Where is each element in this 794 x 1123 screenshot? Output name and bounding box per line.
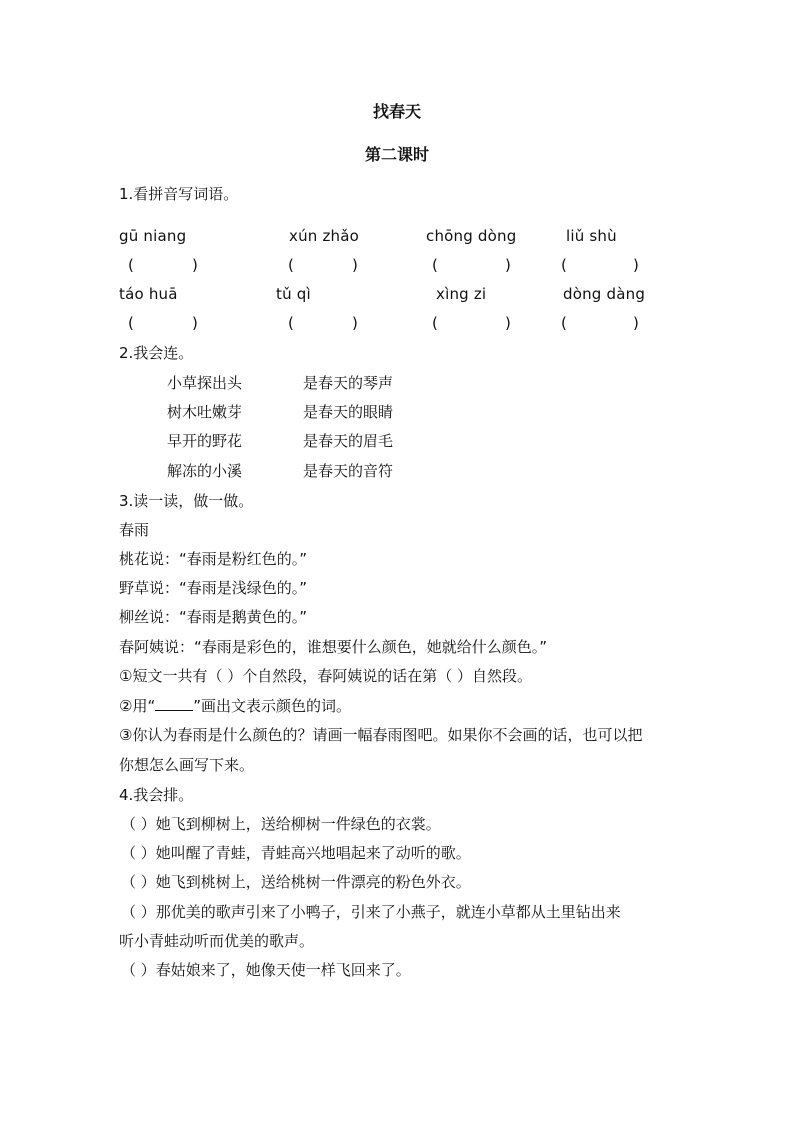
task-1: ①短文一共有（ ）个自然段，春阿姨说的话在第（ ）自然段。 <box>119 667 532 685</box>
match-left-item: 树木吐嫩芽 <box>167 403 243 421</box>
answer-blank-close: ) <box>633 314 639 332</box>
match-right-item: 是春天的眉毛 <box>303 432 394 450</box>
answer-blank-open: ( <box>561 256 567 274</box>
q4-heading: 4.我会排。 <box>119 786 194 804</box>
task-2 <box>119 698 351 714</box>
underline-sample <box>155 698 193 711</box>
pinyin-item: gū niang <box>119 227 187 245</box>
page-subtitle: 第二课时 <box>364 145 429 164</box>
pinyin-item: xún zhǎo <box>289 227 360 245</box>
q3-heading: 3.读一读，做一做。 <box>119 492 254 510</box>
answer-blank-close: ) <box>192 256 198 274</box>
answer-blank-close: ) <box>352 256 358 274</box>
match-right-item: 是春天的琴声 <box>303 374 394 392</box>
answer-blank-close: ) <box>505 314 511 332</box>
order-item: （ ）她飞到桃树上，送给桃树一件漂亮的粉色外衣。 <box>121 873 471 891</box>
order-item: （ ）她飞到柳树上，送给柳树一件绿色的衣裳。 <box>121 815 441 833</box>
answer-blank-close: ) <box>192 314 198 332</box>
answer-blank-close: ) <box>352 314 358 332</box>
answer-blank-open: ( <box>432 256 438 274</box>
match-left-item: 小草探出头 <box>167 374 243 392</box>
task-3-line: 你想怎么画写下来。 <box>119 756 255 774</box>
match-left-item: 早开的野花 <box>167 432 243 450</box>
answer-blank-open: ( <box>128 256 134 274</box>
q2-heading: 2.我会连。 <box>119 344 194 362</box>
answer-blank-close: ) <box>633 256 639 274</box>
task-3-line: ③你认为春雨是什么颜色的？请画一幅春雨图吧。如果你不会画的话，也可以把 <box>119 726 643 744</box>
pinyin-item: tǔ qì <box>276 285 311 303</box>
order-item-continued: 听小青蛙动听而优美的歌声。 <box>119 932 315 950</box>
poem-line: 野草说：“春雨是浅绿色的。” <box>119 579 308 597</box>
task-2-prefix: ②用“ <box>119 697 156 715</box>
answer-blank-open: ( <box>288 256 294 274</box>
match-left-item: 解冻的小溪 <box>167 462 243 480</box>
poem-line: 春阿姨说：“春雨是彩色的，谁想要什么颜色，她就给什么颜色。” <box>119 638 548 656</box>
pinyin-item: táo huā <box>119 285 178 303</box>
order-item: （ ）春姑娘来了，她像天使一样飞回来了。 <box>121 961 411 979</box>
answer-blank-close: ) <box>505 256 511 274</box>
pinyin-item: dòng dàng <box>563 285 646 303</box>
task-2-suffix: ”画出文表示颜色的词。 <box>193 697 351 715</box>
order-item: （ ）她叫醒了青蛙，青蛙高兴地唱起来了动听的歌。 <box>121 844 471 862</box>
q1-heading: 1.看拼音写词语。 <box>119 185 239 203</box>
poem-title: 春雨 <box>119 521 150 539</box>
poem-line: 柳丝说：“春雨是鹅黄色的。” <box>119 608 308 626</box>
pinyin-item: xìng zi <box>436 285 487 303</box>
answer-blank-open: ( <box>432 314 438 332</box>
answer-blank-open: ( <box>288 314 294 332</box>
pinyin-item: liǔ shù <box>566 227 617 245</box>
match-right-item: 是春天的眼睛 <box>303 403 394 421</box>
poem-line: 桃花说：“春雨是粉红色的。” <box>119 550 308 568</box>
page-title: 找春天 <box>372 102 421 121</box>
answer-blank-open: ( <box>128 314 134 332</box>
order-item: （ ）那优美的歌声引来了小鸭子，引来了小燕子，就连小草都从土里钻出来 <box>121 903 621 921</box>
pinyin-item: chōng dòng <box>426 227 517 245</box>
answer-blank-open: ( <box>561 314 567 332</box>
match-right-item: 是春天的音符 <box>303 462 394 480</box>
